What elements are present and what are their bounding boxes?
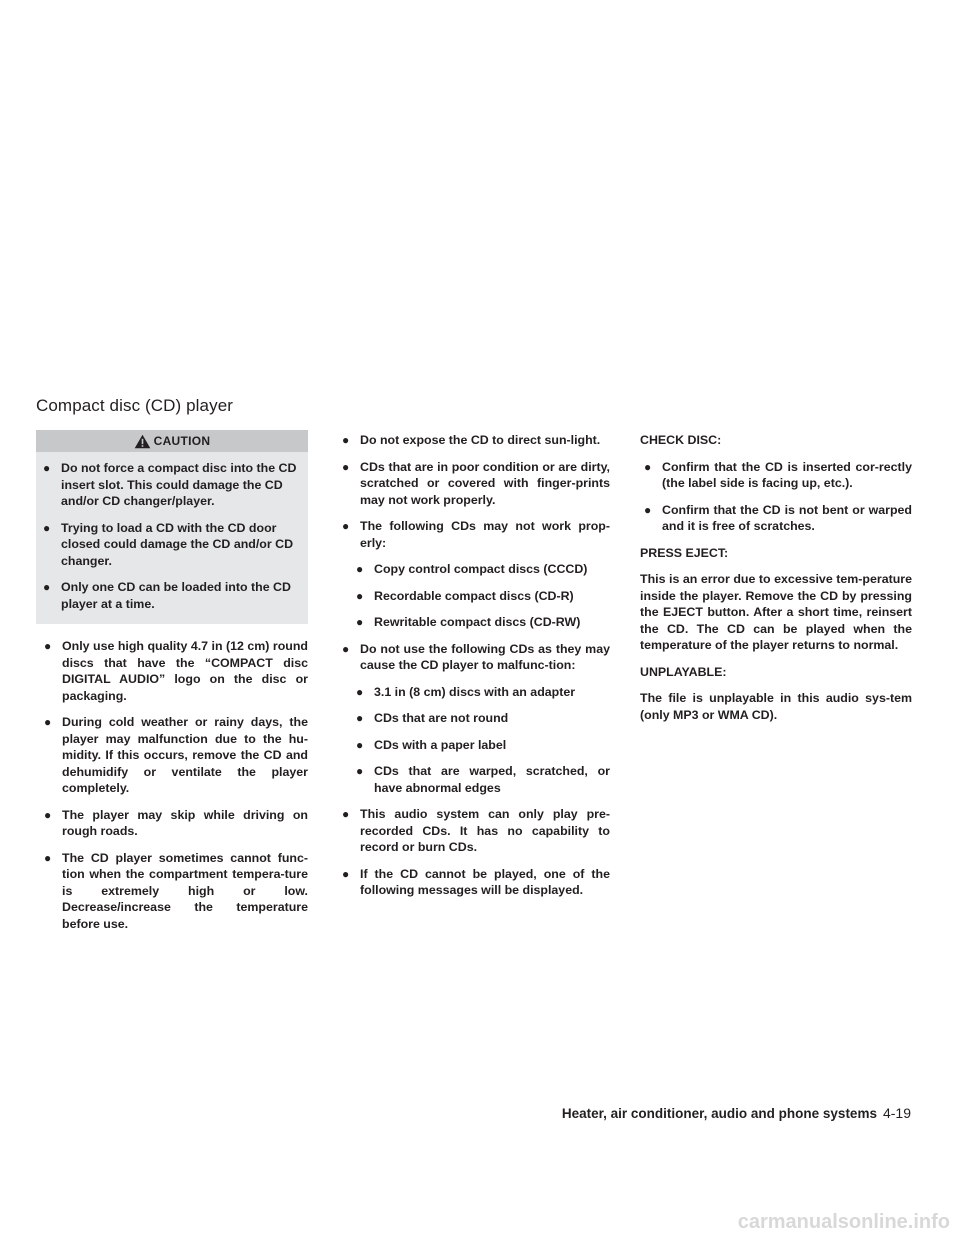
list-item: ● Only use high quality 4.7 in (12 cm) round discs that have the “COMPACT disc DIGITAL AUDIO” logo on the disc or packaging. — [44, 639, 308, 703]
press-eject-text: This is an error due to excessive tem-perature inside the player. Remove the CD by pressing the EJECT button. After a short time, reinsert the CD. The CD can be played when the temperature of the player returns to normal. — [640, 572, 912, 652]
unplayable-heading: UNPLAYABLE: — [640, 664, 727, 679]
caution-header — [36, 430, 308, 452]
check-disc-heading: CHECK DISC: — [640, 433, 722, 447]
sub-list — [338, 684, 610, 797]
list-item: ● The CD player sometimes cannot func-tion when the compartment tempera-ture is extremely high or low. Decrease/increase the temperature before use. — [44, 850, 308, 931]
watermark: carmanualsonline.info — [737, 1211, 950, 1233]
unplayable-text: The file is unplayable in this audio sys-tem (only MP3 or WMA CD). — [640, 691, 912, 722]
list-item: ● The following CDs may not work prop-erly: — [342, 519, 610, 550]
bullet-icon: ● — [342, 459, 350, 474]
list-item: ● Do not expose the CD to direct sun-light. — [342, 433, 601, 447]
warning-icon — [134, 434, 151, 449]
bullet-icon: ● — [342, 433, 350, 447]
bullet-icon: ● — [43, 520, 51, 535]
caution-item: ● Do not force a compact disc into the CD insert slot. This could damage the CD and/or CD changer/player. — [43, 461, 297, 508]
caution-item: ● Only one CD can be loaded into the CD player at a time. — [43, 580, 291, 611]
sub-list-item: ● Recordable compact discs (CD-R) — [356, 588, 574, 603]
bullet-icon: ● — [342, 807, 350, 821]
list-item: ● This audio system can only play pre-recorded CDs. It has no capability to record or burn CDs. — [342, 807, 610, 854]
bullet-icon: ● — [356, 737, 364, 752]
caution-box — [36, 430, 308, 624]
column-middle — [338, 432, 610, 909]
footer-title: Heater, air conditioner, audio and phone systems — [561, 1106, 877, 1121]
sub-list-item: ● Copy control compact discs (CCCD) — [356, 562, 588, 576]
bullet-icon: ● — [644, 502, 652, 517]
bullet-icon: ● — [356, 588, 364, 603]
list-item: ● The player may skip while driving on rough roads. — [44, 807, 308, 838]
list-item: ● Confirm that the CD is not bent or warped and it is free of scratches. — [644, 502, 912, 533]
page-footer — [562, 1105, 911, 1121]
sub-list — [338, 561, 610, 631]
section-title: Compact disc (CD) player — [36, 396, 234, 415]
bullet-icon: ● — [356, 684, 364, 699]
bullet-icon: ● — [43, 461, 51, 475]
bullet-icon: ● — [356, 562, 364, 576]
list-item: ● During cold weather or rainy days, the player may malfunction due to the hu-midity. If this occurs, remove the CD and dehumidify or ventilate the player completely. — [44, 715, 308, 795]
bullet-icon: ● — [356, 615, 364, 629]
column-right — [640, 432, 912, 733]
press-eject-heading: PRESS EJECT: — [640, 545, 729, 560]
caution-label: CAUTION — [153, 434, 211, 448]
page-number: 4-19 — [882, 1105, 911, 1121]
caution-item: ● Trying to load a CD with the CD door closed could damage the CD and/or CD changer. — [43, 520, 294, 568]
column-left — [36, 396, 308, 942]
sub-list-item: ● CDs with a paper label — [356, 737, 507, 752]
sub-list-item: ● Rewritable compact discs (CD-RW) — [356, 615, 581, 629]
list-item: ● If the CD cannot be played, one of the following messages will be displayed. — [342, 866, 610, 897]
bullet-icon: ● — [644, 459, 652, 474]
list-item: ● Confirm that the CD is inserted cor-rectly (the label side is facing up, etc.). — [644, 459, 912, 490]
bullet-icon: ● — [44, 807, 52, 822]
list-item: ● CDs that are in poor condition or are dirty, scratched or covered with finger-prints may not work properly. — [342, 459, 610, 507]
bullet-icon: ● — [44, 850, 52, 865]
bullet-icon: ● — [356, 764, 364, 778]
bullet-icon: ● — [342, 519, 350, 533]
bullet-icon: ● — [44, 639, 52, 653]
bullet-icon: ● — [44, 715, 52, 729]
main-list — [36, 638, 308, 932]
bullet-icon: ● — [43, 580, 51, 594]
bullet-icon: ● — [356, 711, 364, 725]
list-item: ● Do not use the following CDs as they may cause the CD player to malfunc-tion: — [342, 641, 610, 672]
bullet-icon: ● — [342, 866, 350, 881]
sub-list-item: ● 3.1 in (8 cm) discs with an adapter — [356, 684, 576, 699]
sub-list-item: ● CDs that are warped, scratched, or have abnormal edges — [356, 764, 610, 795]
bullet-icon: ● — [342, 641, 350, 656]
sub-list-item: ● CDs that are not round — [356, 711, 509, 725]
